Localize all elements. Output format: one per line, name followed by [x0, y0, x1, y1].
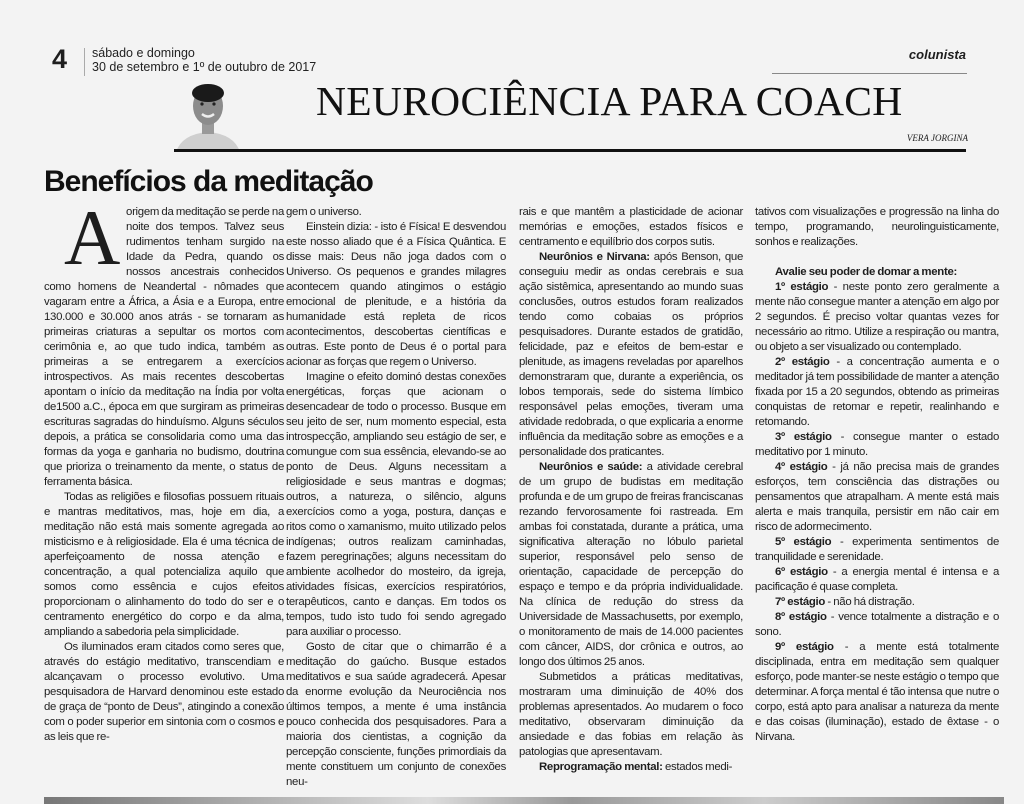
stage-label: 1º estágio — [775, 281, 829, 293]
column-title: NEUROCIÊNCIA PARA COACH — [316, 78, 903, 124]
paragraph: Submetidos a práticas meditativas, mostraram uma diminuição de 40% dos problemas apresentados. Ao mudarem o foco meditativo, observaram diminuição da ansiedade e das fobias em relação às patologias que apresentavam. — [519, 671, 743, 758]
stage-text: - neste ponto zero geralmente a mente não consegue manter a atenção em algo por 2 segundos. É preciso voltar quantas vezes for necessário ao ritmo. Utilize a respiração ou mantra, ou objeto a ser visualizado ou contemplado. — [755, 281, 999, 353]
stage-label: 6º estágio — [775, 566, 828, 578]
columnist-photo — [172, 78, 244, 152]
drop-cap: A — [64, 194, 121, 281]
paragraph — [519, 760, 743, 775]
paragraph-text: a atividade cerebral de um grupo de budistas em meditação profunda e de um grupo de freiras franciscanas rezando fervorosamente foi rastreada. Em ambas foi constatada, durante a prática, uma significativa alteração no lóbulo parietal superior, responsável pelo senso de orientação, capacidade de percepção do espaço e tempo e da própria individualidade. Na clínica de redução do stress da Universidade de Massachusetts, por exemplo, o monitoramento de mais de 14.000 pacientes com câncer, AIDS, dor crônica e outros, ao longo dos últimos 25 anos. — [519, 461, 743, 668]
subhead-reprogramacao: Reprogramação mental: — [539, 761, 663, 773]
stage-label: 2º estágio — [775, 356, 830, 368]
paragraph: Todas as religiões e filosofias possuem rituais e mantras meditativos, mas, hoje em dia, a meditação não está mais somente agregada ao misticismo e à religiosidade. Ela é uma técnica de aperfeiçoamento de nossa atenção e concentração, a qual potencializa aquilo que somos como essência e cujos efeitos proporcionam o alinhamento do todo do ser e o centramento energético do corpo e da alma, ampliando a sabedoria pela simplicidade. — [44, 491, 284, 638]
stage-text: - experimenta sentimentos de tranquilidade e serenidade. — [755, 536, 999, 563]
stage-text: - não há distração. — [825, 596, 915, 608]
subhead-neuronios-nirvana: Neurônios e Nirvana: — [539, 251, 650, 263]
stage-item — [755, 595, 999, 610]
stage-label: 5º estágio — [775, 536, 832, 548]
stage-label: 7º estágio — [775, 596, 826, 608]
paragraph-text: estados medi- — [662, 761, 733, 773]
stages-heading: Avalie seu poder de domar a mente: — [775, 266, 957, 278]
paragraph — [519, 250, 743, 460]
article-column-4 — [755, 205, 999, 745]
date-divider — [84, 48, 85, 76]
paragraph: tativos com visualizações e progressão na linha do tempo, programando, neurolinguisticamente, sonhos e realizações. — [755, 206, 999, 248]
date-line-1: sábado e domingo — [92, 46, 195, 60]
paragraph — [519, 460, 743, 670]
stage-text: - a energia mental é intensa e a pacificação é quase completa. — [755, 566, 999, 593]
paragraph: rais e que mantêm a plasticidade de acionar memórias e emoções, estados físicos e centramento e equilíbrio dos corpos sutis. — [519, 206, 743, 248]
stage-item — [755, 460, 999, 535]
author-name: VERA JORGINA — [906, 133, 968, 143]
article-column-2 — [286, 205, 506, 790]
stage-label: 3º estágio — [775, 431, 832, 443]
paragraph: Imagine o efeito dominó destas conexões energéticas, forças que acionam o desencadear de todo o processo. Busque em seu jeito de ser, num momento especial, esta introspecção, ampliando seu estágio de ser, e comungue com sua essência, elevando-se ao ponto de Deus. Alguns necessitam a religiosidade e seus mantras e dogmas; outros, a natureza, o silêncio, alguns exercícios como a yoga, postura, danças e ritos como o xamanismo, muito utilizado pelos indígenas; outros realizam caminhadas, fazem peregrinações; alguns necessitam do ambiente acolhedor do mosteiro, da igreja, atividades físicas, exercícios respiratórios, terapêuticos, canto e danças. Em todos os tempos, tudo isto tudo foi sendo agregado para auxiliar o processo. — [286, 371, 506, 638]
edition-date — [92, 46, 316, 74]
stage-label: 4º estágio — [775, 461, 828, 473]
stage-label: 9º estágio — [775, 641, 834, 653]
paragraph: Gosto de citar que o chimarrão é a meditação do gaúcho. Busque estados meditativos e sua saúde agradecerá. Apesar da enorme evolução da Neurociência nos últimos tempos, a mente é uma instância pouco conhecida dos pesquisadores. Para a maioria dos cientistas, a cognição da percepção consciente, funções primordiais da mente constituem um conjunto de conexões neu- — [286, 641, 506, 788]
stage-text: - vence totalmente a distração e o sono. — [755, 611, 999, 638]
article-column-3 — [519, 205, 743, 775]
stage-text: - consegue manter o estado meditativo por 1 minuto. — [755, 431, 999, 458]
stage-item — [755, 535, 999, 565]
title-rule — [174, 149, 966, 152]
article-headline: Benefícios da meditação — [44, 165, 373, 198]
stage-text: - a mente está totalmente disciplinada, entra em meditação sem qualquer esforço, pode manter-se neste estágio o tempo que determinar. A força mental é tão intensa que nutre o corpo, está apto para analisar a natureza da mente e das coisas (iluminação), estado de êxtase - o Nirvana. — [755, 641, 999, 743]
paragraph: Os iluminados eram citados como seres que, através do estágio meditativo, transcendiam e alcançavam o processo evolutivo. Uma pesquisadora de Harvard denominou este estado de graça de “ponto de Deus”, atingindo a conexão com o poder superior em sintonia com o cosmos e as leis que re- — [44, 641, 284, 743]
article-column-1 — [44, 194, 284, 745]
paragraph-text: após Benson, que conseguiu medir as ondas cerebrais e sua ação sistêmica, apresentando ao mundo suas conclusões, outros estudos foram realizados tendo como cobaias os próprios pesquisadores. Durante estados de gratidão, felicidade, paz e efeitos de bem-estar e plenitude, as imagens reveladas por aparelhos demonstraram que, durante a experiência, os lobos temporais, sede do sistema límbico responsável pelas emoções, tiveram uma atividade redobrada, o que explicaria a enorme influência da meditação sobre as emoções e a personalidade dos praticantes. — [519, 251, 743, 458]
stage-text: - a concentração aumenta e o meditador já tem possibilidade de manter a atenção fixada por 15 a 20 segundos, obtendo as primeiras conquistas de retomar e repetir, realinhando e retomando. — [755, 356, 999, 428]
stage-item — [755, 610, 999, 640]
subhead-neuronios-saude: Neurônios e saúde: — [539, 461, 643, 473]
paragraph: origem da meditação se perde na noite dos tempos. Talvez seus rudimentos tenham surgido na Idade da Pedra, quando os nossos ancestrais conhecidos como homens de Neandertal - nômades que vagaram entre a África, a Ásia e a Europa, entre 130.000 e 30.000 anos atrás - se tornaram as primeiras criaturas a sepultar os mortos com cerimônia e, ao que tudo indica, também as primeiras a se entregarem a exercícios introspectivos. As mais recentes descobertas apontam o início da meditação na Índia por volta de1500 a.C., época em que surgiram as primeiras escrituras sagradas do hinduísmo. Alguns séculos depois, a prática se consolidaria como uma das formas da yoga e ganharia no budismo, doutrina que prioriza o treinamento da mente, o status de ferramenta básica. — [44, 206, 284, 488]
section-rule — [772, 73, 967, 74]
paragraph: Einstein dizia: - isto é Física! E desvendou este nosso aliado que é a Física Quântica. E disse mais: Deus não joga dados com o Universo. Os pequenos e grandes milagres acontecem quando atingimos o estágio emocional de plenitude, e a história da humanidade está repleta de ricos acontecimentos, descobertas científicas e outras. Este ponto de Deus é o portal para acionar as forças que regem o Universo. — [286, 221, 506, 368]
stage-item — [755, 430, 999, 460]
section-label: colunista — [908, 47, 966, 62]
date-line-2: 30 de setembro e 1º de outubro de 2017 — [92, 60, 317, 74]
stage-label: 8º estágio — [775, 611, 827, 623]
bottom-photo-strip — [44, 797, 1004, 804]
stage-item — [755, 355, 999, 430]
stages-list — [755, 280, 999, 745]
stage-item — [755, 280, 999, 355]
stage-item — [755, 640, 999, 745]
stage-item — [755, 565, 999, 595]
stage-text: - já não precisa mais de grandes esforços, tem consciência das distrações ou pensamentos que atrapalham. A mente está mais alerta e mais tranquila, persistir em não cair em risco de adormecimento. — [755, 461, 999, 533]
page-number: 4 — [52, 44, 68, 74]
paragraph: gem o universo. — [286, 206, 362, 218]
